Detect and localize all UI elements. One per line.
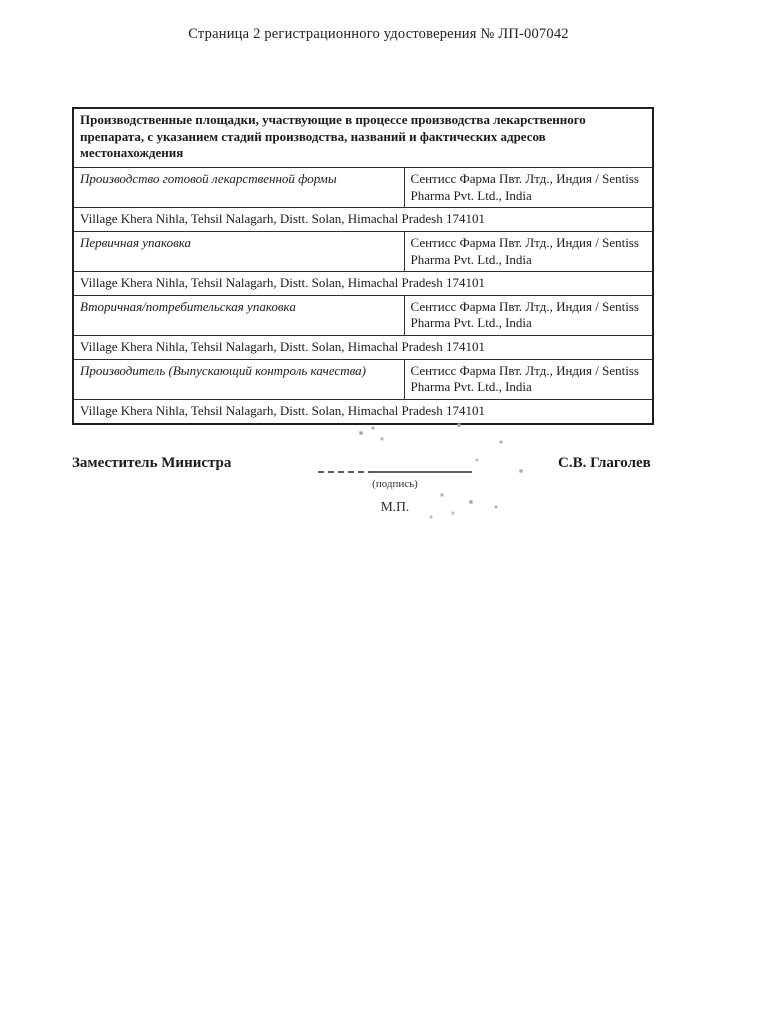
address-cell: Village Khera Nihla, Tehsil Nalagarh, Distt. Solan, Himachal Pradesh 174101	[73, 336, 653, 360]
signer-title: Заместитель Министра	[72, 455, 232, 471]
table-row	[73, 336, 653, 360]
manufacturer-cell: Сентисс Фарма Пвт. Лтд., Индия / Sentiss Pharma Pvt. Ltd., India	[404, 231, 653, 271]
table-row	[73, 208, 653, 232]
table-row	[73, 168, 653, 208]
production-sites-table	[72, 107, 654, 425]
address-cell: Village Khera Nihla, Tehsil Nalagarh, Distt. Solan, Himachal Pradesh 174101	[73, 208, 653, 232]
address-cell: Village Khera Nihla, Tehsil Nalagarh, Distt. Solan, Himachal Pradesh 174101	[73, 399, 653, 423]
signature-line-dashed-segment	[318, 471, 374, 473]
stage-cell: Первичная упаковка	[73, 231, 404, 271]
manufacturer-cell: Сентисс Фарма Пвт. Лтд., Индия / Sentiss Pharma Pvt. Ltd., India	[404, 359, 653, 399]
table-row	[73, 295, 653, 335]
signer-name: С.В. Глаголев	[558, 455, 651, 471]
table-header-cell: Производственные площадки, участвующие в процессе производства лекарственного препарата, с указанием стадий производства, названий и фактических адресов местонахождения	[73, 108, 653, 168]
stage-cell: Вторичная/потребительская упаковка	[73, 295, 404, 335]
signature-line	[318, 471, 472, 473]
table-row	[73, 399, 653, 423]
table-row	[73, 359, 653, 399]
stage-cell: Производство готовой лекарственной формы	[73, 168, 404, 208]
manufacturer-cell: Сентисс Фарма Пвт. Лтд., Индия / Sentiss Pharma Pvt. Ltd., India	[404, 168, 653, 208]
manufacturer-cell: Сентисс Фарма Пвт. Лтд., Индия / Sentiss Pharma Pvt. Ltd., India	[404, 295, 653, 335]
scan-noise-speckles	[0, 0, 2, 2]
stage-cell: Производитель (Выпускающий контроль качества)	[73, 359, 404, 399]
signature-caption: (подпись)	[372, 478, 418, 490]
table-row	[73, 231, 653, 271]
table-header-row	[73, 108, 653, 168]
signature-line-solid-segment	[374, 471, 472, 473]
stamp-placeholder-label: М.П.	[380, 499, 410, 514]
table-row	[73, 272, 653, 296]
page-title: Страница 2 регистрационного удостоверения № ЛП-007042	[188, 26, 569, 42]
address-cell: Village Khera Nihla, Tehsil Nalagarh, Distt. Solan, Himachal Pradesh 174101	[73, 272, 653, 296]
